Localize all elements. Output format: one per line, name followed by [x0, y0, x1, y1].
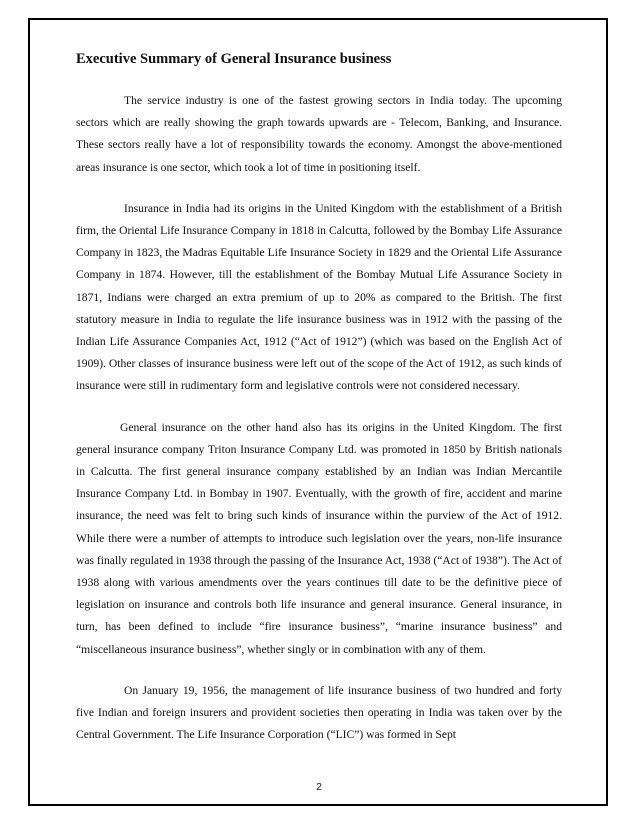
paragraph-service-industry: The service industry is one of the fastest growing sectors in India today. The upcoming sectors which are really showing the graph towards upwards are - Telecom, Banking, and Insurance. These sectors really have a lot of responsibility towards the economy. Amongst the above-mentioned areas insurance is one sector, which took a lot of time in positioning itself.: [76, 94, 562, 174]
paragraph-lic-formation: On January 19, 1956, the management of life insurance business of two hundred and forty five Indian and foreign insurers and provident societies then operating in India was taken over by the Central Government. The Life Insurance Corporation (“LIC”) was formed in Sept: [76, 683, 562, 742]
paragraph-insurance-origins: Insurance in India had its origins in the United Kingdom with the establishment of a British firm, the Oriental Life Insurance Company in 1818 in Calcutta, followed by the Bombay Life Assurance Company in 1823, the Madras Equitable Life Insurance Society in 1829 and the Oriental Life Assurance Company in 1874. However, till the establishment of the Bombay Mutual Life Assurance Society in 1871, Indians were charged an extra premium of up to 20% as compared to the British. The first statutory measure in India to regulate the life insurance business was in 1912 with the passing of the Indian Life Assurance Companies Act, 1912 (“Act of 1912”) (which was based on the English Act of 1909). Other classes of insurance business were left out of the scope of the Act of 1912, as such kinds of insurance were still in rudimentary form and legislative controls were not considered necessary.: [76, 201, 562, 393]
page-number: 2: [316, 781, 322, 793]
document-heading: Executive Summary of General Insurance business: [76, 51, 392, 67]
document-body: [76, 48, 562, 765]
paragraph-general-insurance: General insurance on the other hand also has its origins in the United Kingdom. The first general insurance company Triton Insurance Company Ltd. was promoted in 1850 by British nationals in Calcutta. The first general insurance company established by an Indian was Indian Mercantile Insurance Company Ltd. in Bombay in 1907. Eventually, with the growth of fire, accident and marine insurance, the need was felt to bring such kinds of insurance within the purview of the Act of 1912. While there were a number of attempts to introduce such legislation over the years, non-life insurance was finally regulated in 1938 through the passing of the Insurance Act, 1938 (“Act of 1938”). The Act of 1938 along with various amendments over the years continues till date to be the definitive piece of legislation on insurance and controls both life insurance and general insurance. General insurance, in turn, has been defined to include “fire insurance business”, “marine insurance business” and “miscellaneous insurance business”, whether singly or in combination with any of them.: [76, 420, 562, 656]
